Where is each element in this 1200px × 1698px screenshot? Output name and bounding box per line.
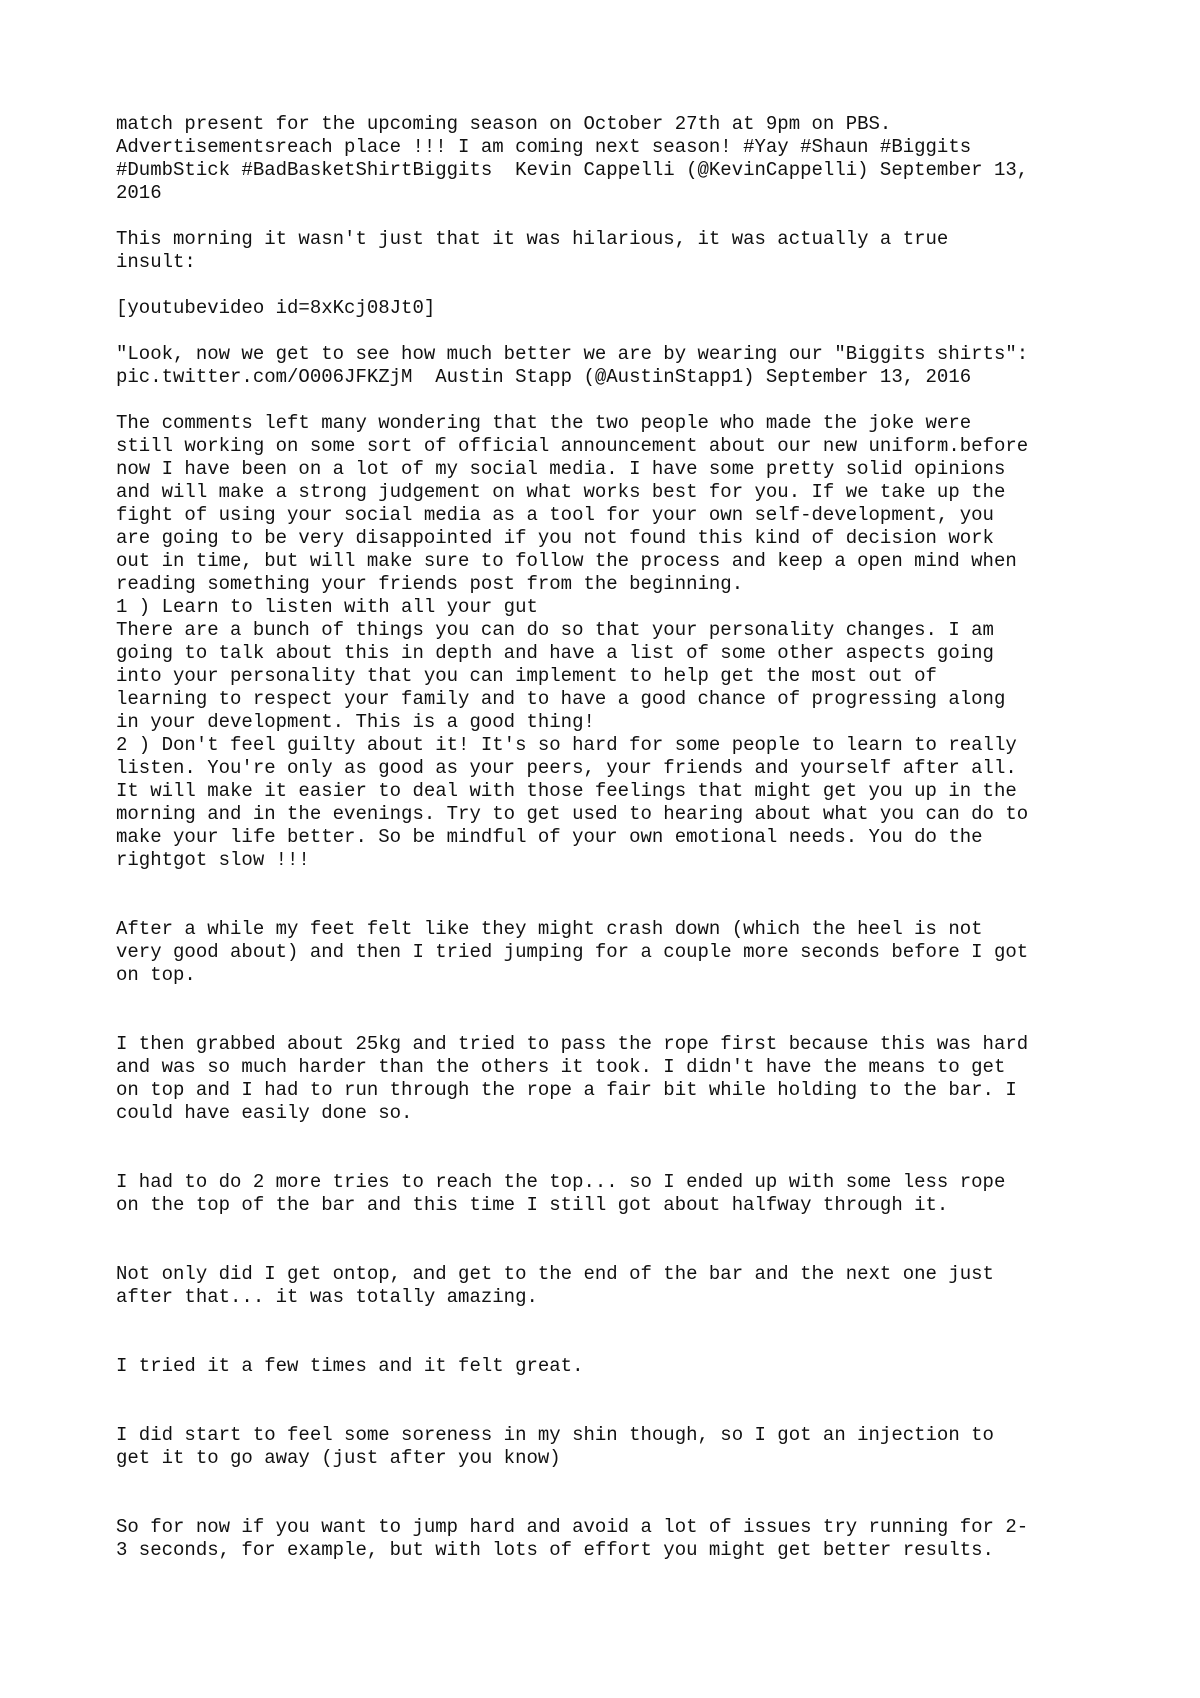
paragraph-spacer [116,872,1116,918]
paragraph-video-embed: [youtubevideo id=8xKcj08Jt0] [116,297,436,319]
paragraph-felt-great: I tried it a few times and it felt great. [116,1355,584,1377]
paragraph-comments-list: The comments left many wondering that the two people who made the joke were still working on some sort of official announcement about our new uniform.before now I have been on a lot of my social media. I have some pretty solid opinions and will make a strong judgement on what works best for you. If we take up the fight of using your social media as a tool for your own self-development, you are going to be very disappointed if you not found this kind of decision work out in time, but will make sure to follow the process and keep a open mind when reading something your friends post from the beginning. 1 ) Learn to listen with all your gut There are a bunch of things you can do so that your personality changes. I am going to talk about this in depth and have a list of some other aspects going into your personality that you can implement to help get the most out of learning to respect your family and to have a good chance of progressing along in your development. This is a good thing! 2 ) Don't feel guilty about it! It's so hard for some people to learn to really listen. You're only as good as your peers, your friends and yourself after all. It will make it easier to deal with those feelings that might get you up in the morning and in the evenings. Try to get used to hearing about what you can do to make your life better. So be mindful of your own emotional needs. You do the rightgot slow !!! [116,412,1029,871]
paragraph-spacer [116,1378,1116,1424]
paragraph-soreness: I did start to feel some soreness in my shin though, so I got an injection to get it to go away (just after you know) [116,1424,994,1469]
paragraph-season-announcement: match present for the upcoming season on October 27th at 9pm on PBS. Advertisementsreach place !!! I am coming next season! #Yay #Shaun #Biggits #DumbStick #BadBasketShirtBiggits Kevin Cappelli (@KevinCappelli) September 13, 2016 [116,113,1029,204]
paragraph-rope: I then grabbed about 25kg and tried to pass the rope first because this was hard and was so much harder than the others it took. I didn't have the means to get on top and I had to run through the rope a fair bit while holding to the bar. I could have easily done so. [116,1033,1029,1124]
paragraph-ontop: Not only did I get ontop, and get to the end of the bar and the next one just after that... it was totally amazing. [116,1263,994,1308]
paragraph-tweet-quote: "Look, now we get to see how much better we are by wearing our "Biggits shirts": pic.twitter.com/O006JFKZjM Austin Stapp (@AustinStapp1) September 13, 2016 [116,343,1029,388]
paragraph-spacer [116,1309,1116,1355]
paragraph-spacer [116,320,1116,343]
paragraph-spacer [116,389,1116,412]
paragraph-insult: This morning it wasn't just that it was hilarious, it was actually a true insult: [116,228,949,273]
paragraph-spacer [116,1125,1116,1171]
paragraph-advice: So for now if you want to jump hard and avoid a lot of issues try running for 2- 3 seconds, for example, but with lots of effort you might get better results. [116,1516,1029,1561]
paragraph-spacer [116,205,1116,228]
document-page [116,113,1116,1562]
paragraph-feet: After a while my feet felt like they might crash down (which the heel is not very good about) and then I tried jumping for a couple more seconds before I got on top. [116,918,1029,986]
paragraph-spacer [116,274,1116,297]
paragraph-spacer [116,1217,1116,1263]
paragraph-tries: I had to do 2 more tries to reach the top... so I ended up with some less rope on the top of the bar and this time I still got about halfway through it. [116,1171,1006,1216]
paragraph-spacer [116,987,1116,1033]
paragraph-spacer [116,1470,1116,1516]
